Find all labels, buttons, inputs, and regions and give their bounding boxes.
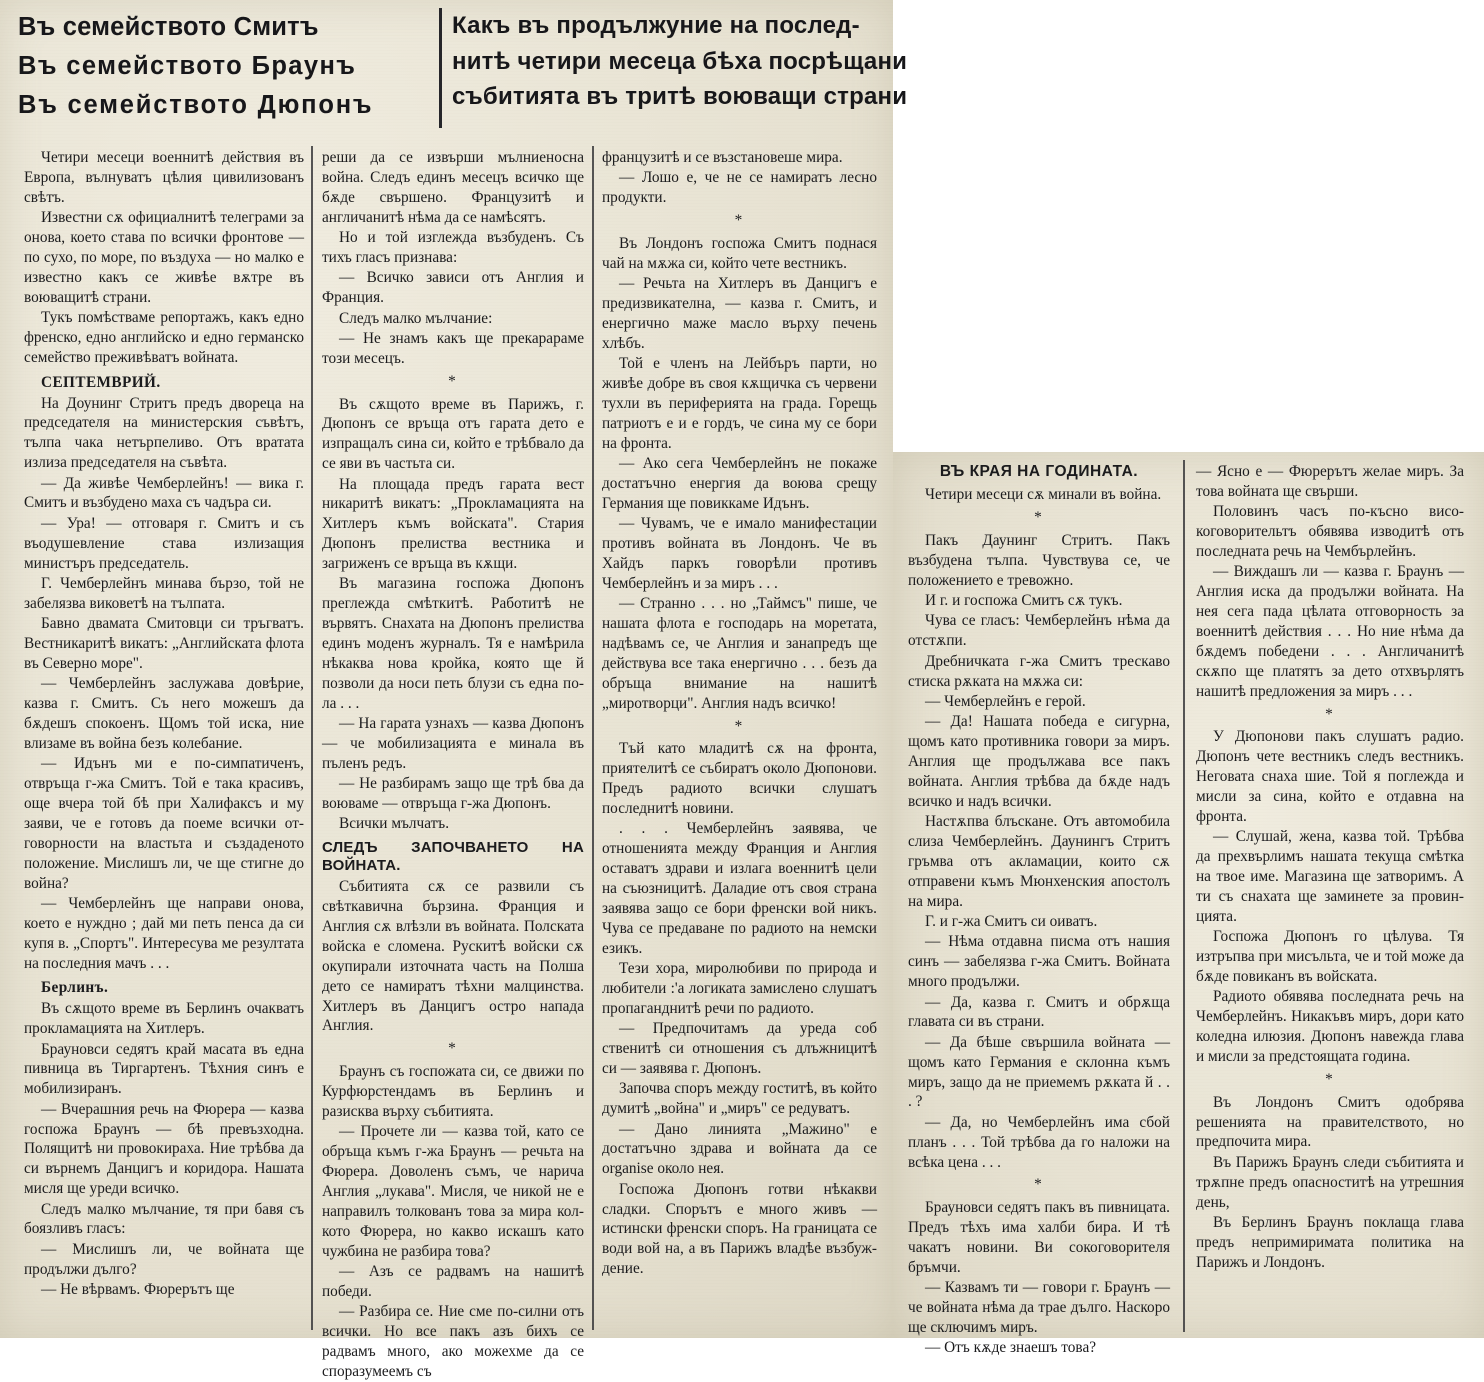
paragraph: Г. и г-жа Смитъ си оиватъ. <box>925 913 1098 931</box>
paragraph: Госпожа Дюпонъ готви нѣкакви сладки. Спорътъ е много живъ — истински френски споръ. На границата се води вой на, а въ Парижъ владѣе възбуждение. <box>602 1180 877 1278</box>
paragraph: Браунъ съ госпожата си, се движи по Курфюрстендамъ въ Берлинъ и разисква върху събитията. <box>322 1063 584 1120</box>
article-column-3 <box>602 148 877 1328</box>
section-heading-berlin: Берлинъ. <box>41 979 109 997</box>
paragraph: Брауновси седятъ пакъ въ пивницата. Предъ тѣхъ има халби бира. И тѣ чакатъ новини. Ви сокоговорителя бръмчи. <box>908 1199 1170 1276</box>
paragraph: Въ Лондонъ Смитъ одобрява решенията на правителството, но предпочита мира. <box>1196 1093 1464 1151</box>
paragraph-separator-star: * <box>1034 1176 1044 1194</box>
column-divider <box>1183 460 1185 1332</box>
paragraph: — Ако сега Чемберлейнъ не покаже достатъчно енергия да воюва срещу Германия ще повиккаме Идънъ. <box>602 455 877 512</box>
paragraph-separator-star: * <box>734 212 745 230</box>
section-heading-september: СЕПТЕМВРИЙ. <box>41 373 161 391</box>
paragraph: — Вчерашния речь на Фюрера — казва госпожа Браунъ — бѣ превъзходна. Полящитѣ ни провокираха. Ние трѣбва да си върнемъ Данцигъ и коридора. Нашата мисля ще уреди всичко. <box>24 1100 304 1198</box>
paragraph: Въ сѫщото време въ Берлинъ очакватъ прокламацията на Хитлеръ. <box>24 1000 304 1038</box>
paragraph: — Чемберлейнъ ще направи онова, което е нуждно ; дай ми петь пенса да си купя в. „Спортъ". Интересува ме резултата на последния мачъ . . . <box>24 894 304 972</box>
section-heading-war-start: СЛЕДЪ ЗАПОЧВАНЕТО НА ВОЙНАТА. <box>322 839 584 875</box>
paragraph: — Не вѣрвамъ. Фюрерътъ ще <box>41 1281 235 1298</box>
headline-line: Въ семейството Дюпонъ <box>18 90 374 119</box>
paragraph: — Да живѣе Чемберлейнъ! — вика г. Смитъ и възбудено маха съ чадъра си. <box>24 474 304 512</box>
paragraph: Тъй като младитѣ сѫ на фронта, приятелитѣ се събиратъ около Дюпонови. Предъ радиото всички слушатъ последнитѣ новини. <box>602 740 877 817</box>
paragraph: — Виждашъ ли — казва г. Браунъ — Англия иска да продължи войната. На нея сега пада цѣлата отговорность за военнитѣ действия . . . Но ние нѣма да бѫдемъ победени . . . Англичанитѣ скѫпо ще платятъ за дето отхвърлятъ нашитѣ предложения за миръ . . . <box>1196 563 1464 700</box>
paragraph-separator-star: * <box>448 1040 458 1058</box>
article-column-4 <box>908 462 1170 1357</box>
paragraph: Събитията сѫ се развили съ свѣткавична бързина. Франция и Англия сѫ влѣзли въ войната. Полската войска е сломена. Рускитѣ войски сѫ окупирали източната часть на Полша дето се намиратъ тѣхни малцинства. Хитлеръ въ Данцигъ остро напада Англия. <box>322 878 584 1035</box>
paragraph: — На гарата узнахъ — казва Дюпонъ — че мобилизацията е минала въ пъленъ редъ. <box>322 715 584 772</box>
headline-line: нитѣ четири месеца бѣха посрѣщани <box>452 47 908 75</box>
column-divider <box>592 146 594 1330</box>
paragraph-separator-star: * <box>734 717 745 735</box>
column-divider <box>311 146 313 1330</box>
paragraph-separator-star: * <box>1325 705 1335 723</box>
paragraph: Бавно двамата Смитовци си тръгватъ. Вестникаритѣ викатъ: „Английската флота въ Северно море". <box>24 615 304 672</box>
paragraph: Четири месеци сѫ минали въ война. <box>925 486 1162 504</box>
paragraph: — Да, казва г. Смитъ и обрѫща главата си въ страни. <box>908 993 1170 1031</box>
paragraph: Г. Чемберлейнъ минава бързо, той не забелязва виковетѣ на тълпата. <box>24 574 304 612</box>
paragraph: — Да бѣше свършила войната — щомъ като Германия е склонна къмъ миръ, защо да не приемемъ рѫката й . . . ? <box>908 1033 1170 1111</box>
paragraph: — Азъ се радвамъ на нашитѣ победи. <box>322 1262 584 1300</box>
paragraph: Известни сѫ официалнитѣ телеграми за онова, което става по всички фронтове — по сухо, по море, по въздуха — но малко е известно какъ се живѣе вѫтре въ воюващитѣ страни. <box>24 209 304 306</box>
paragraph: Започва споръ между гоститѣ, въ който думитѣ „война" и „миръ" се редуватъ. <box>602 1080 877 1118</box>
paragraph: французитѣ и се възстановеше мира. <box>602 149 843 166</box>
paragraph: — Отъ кѫде знаешъ това? <box>925 1339 1097 1357</box>
paragraph: — Дано линията „Мажино" е достатъчно здрава и войната да се organise около нея. <box>602 1120 877 1178</box>
paragraph: Въ магазина госпожа Дюпонъ преглежда смѣткитѣ. Работитѣ не вървятъ. Снахата на Дюпонъ прелиства единъ моденъ журналъ. Тя е намѣрила нѣкаква нова кройка, която ще й позволи да носи петь блузи съ една пола . . . <box>322 575 584 712</box>
paragraph: — Прочете ли — казва той, като се обръща къмъ г-жа Браунъ — речьта на Фюрера. Доволенъ съмъ, че нарича Англия „лукава". Мисля, че никой не е направилъ толкованъ това за мира колкото Фюрера, но какво искашъ като чужбина не разбира това? <box>322 1123 584 1260</box>
headline-line: Въ семейството Смитъ <box>18 13 319 41</box>
paragraph: Радиото обявява последната речь на Чемберлейнъ. Никакъвъ миръ, дори като коледна илюзия. Дюпонъ навежда глава и мисли за предстоящата година. <box>1196 988 1464 1065</box>
paragraph-separator-star: * <box>1034 509 1044 527</box>
paragraph: Чува се гласъ: Чемберлейнъ нѣма да отстѫпи. <box>908 612 1170 650</box>
paragraph: — Не знамъ какъ ще прекарараме този месецъ. <box>322 329 584 367</box>
paragraph: Настѫпва блъскане. Отъ автомобила слиза Чемберлейнъ. Даунингъ Стритъ гръмва отъ аклaмации, които сѫ отправени къмъ Мюнхенския апостолъ на мира. <box>908 813 1170 910</box>
article-column-2 <box>322 148 584 1380</box>
paragraph: На Доунинг Стритъ предъ двореца на председателя на министерския съвѣтъ, тълпа чака нетърпеливо. Отъ вратата излиза председателя на съвѣта. <box>24 394 304 472</box>
paragraph-separator-star: * <box>1325 1070 1335 1088</box>
paragraph: — Слушай, жена, казва той. Трѣбва да прехвърлимъ нашата текуща смѣтка на твое име. Магазина ще затворимъ. А ти съ снахата ще заминете за провинцията. <box>1196 828 1464 925</box>
paragraph: Следъ малко мълчание: <box>339 309 493 327</box>
paragraph: — Ура! — отговаря г. Смитъ и съ въодушевление става излизащия министъръ председатель. <box>24 514 304 572</box>
paragraph: Половинъ часъ по-късно високоговорительтъ обявява изводитѣ отъ последната речь на Чембърлейнъ. <box>1196 503 1464 560</box>
paragraph: Госпожа Дюпонъ го цѣлува. Тя изтръпва при мисъльта, че и той може да бѫде повиканъ въ войската. <box>1196 928 1464 985</box>
paragraph: — Разбира се. Ние сме по-силни отъ всички. Но все пакъ азъ бихъ се радвамъ много, ако можехме да се споразумеемъ съ <box>322 1303 584 1380</box>
paragraph: Брауновси седятъ край масата въ една пивница въ Тиргартенъ. Тѣхния синъ е мобилизиранъ. <box>24 1040 304 1098</box>
headline-group-right <box>442 8 908 128</box>
paragraph: — Странно . . . но „Таймсъ" пише, че нашата флота е господарь на моретата, надѣвамъ се, че Англия и занапредъ ще действува все така енергично . . . безъ да обръща внимание на нашитѣ „миротворци". Англия надъ всичко! <box>602 595 877 712</box>
paragraph: — Чемберлейнъ заслужава довѣрие, казва г. Смитъ. Съ него можешъ да бѫдешъ спокоенъ. Щомъ той иска, ние влизаме въ война безъ колебание. <box>24 675 304 752</box>
paragraph: Въ Лондонъ госпожа Смитъ поднася чай на мѫжа си, който чете вестникъ. <box>602 235 877 272</box>
paragraph: Въ сѫщото време въ Парижъ, г. Дюпонъ се връща отъ гарата дето е изпращалъ сина си, който е трѣбвало да се яви въ частьта си. <box>322 395 584 473</box>
paragraph: — Ясно е — Фюрерътъ желае миръ. За това войната ще свърши. <box>1196 463 1464 500</box>
headline-line: Какъ въ продължуние на послед- <box>452 12 860 39</box>
paragraph: И г. и госпожа Смитъ сѫ тукъ. <box>925 592 1123 610</box>
headline-line: събитията въ тритѣ воюващи страни <box>452 83 908 111</box>
paragraph: — Да! Нашата победа е сигурна, щомъ като противника говори за миръ. Англия ще продължава все пакъ войната. Англия трѣбва да бѫде надъ всичко и надъ всички. <box>908 713 1170 810</box>
paragraph: — Идънъ ми е по-симпатиченъ, отвръща г-жа Смитъ. Той е така красивъ, още вчера той бѣ при Халифаксъ и му заяви, че е готовъ да поеме всички отговорности на властьта и създаденото положение. Мислишъ ли, че ще стигне до война? <box>24 755 304 892</box>
paragraph: На площада предъ гарата вест никаритѣ викатъ: „Прокламацията на Хитлеръ къмъ войската". Стария Дюпонъ прелиства вестника и загриженъ се връща въ кѫщи. <box>322 475 584 572</box>
paragraph: Пакъ Даунинг Стритъ. Пакъ възбудена тълпа. Чувствува се, че положението е тревожно. <box>908 531 1170 589</box>
masthead <box>18 8 908 128</box>
paragraph: — Не разбирамъ защо ще трѣ бва да воюваме — отвръща г-жа Дюпонъ. <box>322 775 584 812</box>
paragraph: Той е членъ на Лейбъръ парти, но живѣе добре въ своя кѫщичка съ червени тухли въ периферията на града. Горещь патриотъ е и е гордъ, че сина му се бори на фронта. <box>602 355 877 452</box>
paragraph: Четири месеци военнитѣ действия въ Европа, вълнуватъ цѣлия цивилизованъ свѣтъ. <box>24 149 304 206</box>
headline-line: Въ семейството Браунъ <box>18 51 357 80</box>
paragraph: — Предпочитамъ да уреда соб ственитѣ си отношения съ длъжницитѣ си — заявява г. Дюпонъ. <box>602 1020 877 1077</box>
paragraph: Тукъ помѣстваме репортажъ, какъ едно френско, едно английско и едно германско семейство преживѣватъ войната. <box>24 309 304 366</box>
paragraph: реши да се извърши мълниеносна война. Следъ единъ месецъ всичко ще бѫде свършено. Французитѣ и англичанитѣ нѣма да се намѣсятъ. <box>322 149 584 226</box>
paragraph: — Нѣма отдавна писма отъ нашия синъ — забелязва г-жа Смитъ. Войната много продължи. <box>908 933 1170 991</box>
paragraph: Всички мълчатъ. <box>339 815 450 833</box>
headline-group-left <box>18 8 442 128</box>
article-column-1 <box>24 148 304 1328</box>
paragraph: — Мислишъ ли, че войната ще продължи дълго? <box>24 1240 304 1278</box>
paragraph: — Речьта на Хитлеръ въ Данцигъ е предизвикателна, — казва г. Смитъ, и енергично маже масло върху печень хлѣбъ. <box>602 275 877 352</box>
section-heading-year-end: ВЪ КРАЯ НА ГОДИНАТА. <box>939 463 1139 480</box>
paragraph: Тези хора, миролюбиви по природа и любители :'а логиката замислено слушатъ пропаганднитѣ речи по радиото. <box>602 960 877 1017</box>
paragraph: . . . Чемберлейнъ заявява, че отношенията между Франция и Англия оставатъ здрави и излага военнитѣ цели на съюзницитѣ. Даладие отъ своя страна заявява защо се бори френски вой никъ. Чува се предаване по радиото на немски езикъ. <box>602 820 877 957</box>
paragraph: — Казвамъ ти — говори г. Браунъ — че войната нѣма да трае дълго. Наскоро ще сключимъ миръ. <box>908 1279 1170 1337</box>
paragraph: — Чувамъ, че е имало манифестации противъ войната въ Лондонъ. Че въ Хайдъ паркъ говорѣли противъ Чемберлейнъ и за миръ . . . <box>602 515 877 592</box>
paragraph: Но и той изглежда възбуденъ. Съ тихъ гласъ признава: <box>322 229 584 266</box>
paragraph-separator-star: * <box>448 372 458 390</box>
paragraph: Въ Берлинъ Браунъ поклаща глава предъ непримиримата политика на Парижъ и Лондонъ. <box>1196 1213 1464 1271</box>
paragraph: У Дюпонови пакъ слушатъ радио. Дюпонъ чете вестникъ следъ вестникъ. Неговата снаха шие. Той я поглежда и мисли за сина, който е отдавна на фронта. <box>1196 728 1464 825</box>
paragraph: — Чемберлейнъ е герой. <box>925 692 1086 710</box>
paragraph: — Да, но Чемберлейнъ има сбой планъ . . . Той трѣбва да го наложи на всѣка цена . . . <box>908 1113 1170 1171</box>
paragraph: Въ Парижъ Браунъ следи събитията и трѫпне предъ опасноститѣ на утрешния день, <box>1196 1153 1464 1211</box>
paragraph: — Всичко зависи отъ Англия и Франция. <box>322 269 584 307</box>
paragraph: — Лошо е, че не се намиратъ лесно продукти. <box>602 169 877 207</box>
paragraph: Следъ малко мълчание, тя при бавя съ боязливъ гласъ: <box>24 1200 304 1238</box>
paragraph: Дребничката г-жа Смитъ трескаво стиска рѫката на мѫжа си: <box>908 652 1170 690</box>
article-column-5 <box>1196 462 1464 1332</box>
